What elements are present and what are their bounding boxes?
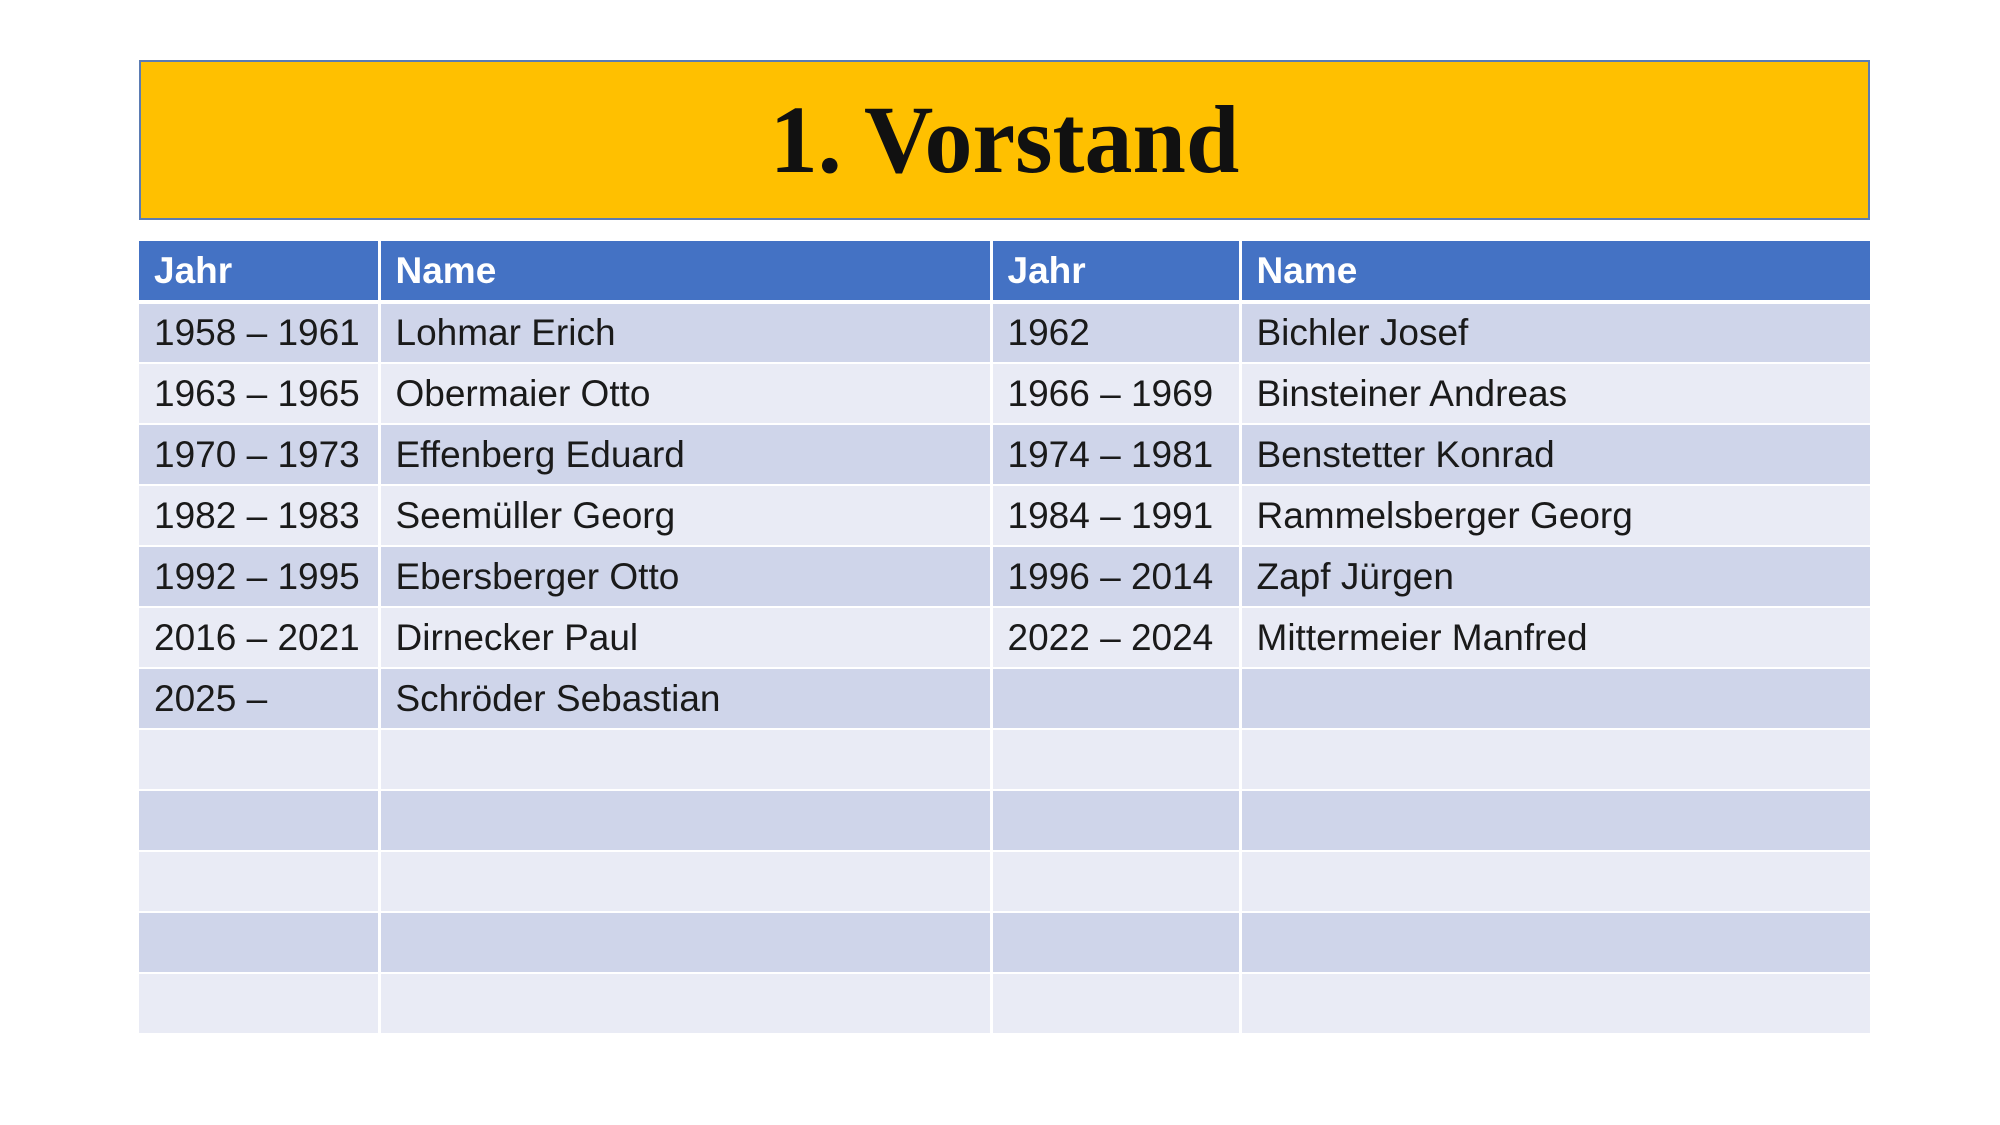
title-banner [139,60,1870,220]
cell-name-right [1240,851,1870,912]
cell-name-right: Benstetter Konrad [1240,424,1870,485]
cell-name-left: Seemüller Georg [379,485,991,546]
cell-jahr-right [991,973,1240,1034]
cell-jahr-right [991,729,1240,790]
cell-jahr-right: 2022 – 2024 [991,607,1240,668]
cell-name-right [1240,912,1870,973]
cell-name-left [379,790,991,851]
cell-jahr-right: 1974 – 1981 [991,424,1240,485]
cell-jahr-right: 1984 – 1991 [991,485,1240,546]
table-row [139,668,1870,729]
cell-jahr-right [991,851,1240,912]
cell-jahr-left [139,851,379,912]
cell-name-right: Binsteiner Andreas [1240,363,1870,424]
header-name-right: Name [1240,241,1870,302]
cell-name-left: Dirnecker Paul [379,607,991,668]
cell-name-left [379,912,991,973]
table-row [139,302,1870,363]
table-row [139,912,1870,973]
cell-name-left: Lohmar Erich [379,302,991,363]
cell-name-right: Rammelsberger Georg [1240,485,1870,546]
cell-jahr-right: 1966 – 1969 [991,363,1240,424]
cell-jahr-right [991,790,1240,851]
cell-jahr-left: 1982 – 1983 [139,485,379,546]
cell-name-left: Obermaier Otto [379,363,991,424]
header-name-left: Name [379,241,991,302]
cell-jahr-left: 1958 – 1961 [139,302,379,363]
cell-jahr-right: 1996 – 2014 [991,546,1240,607]
table-row [139,363,1870,424]
table-row [139,485,1870,546]
table-row [139,790,1870,851]
table-header-row [139,241,1870,302]
cell-jahr-right: 1962 [991,302,1240,363]
cell-name-left: Schröder Sebastian [379,668,991,729]
cell-jahr-right [991,668,1240,729]
cell-name-right: Bichler Josef [1240,302,1870,363]
cell-jahr-left [139,729,379,790]
cell-name-right [1240,729,1870,790]
cell-name-right: Zapf Jürgen [1240,546,1870,607]
cell-name-left [379,851,991,912]
page-title: 1. Vorstand [769,86,1240,193]
board-table [139,241,1870,1035]
cell-jahr-left [139,790,379,851]
cell-name-left: Effenberg Eduard [379,424,991,485]
header-jahr-right: Jahr [991,241,1240,302]
cell-name-right [1240,973,1870,1034]
board-table-container [139,241,1870,1035]
cell-jahr-left: 1963 – 1965 [139,363,379,424]
cell-name-right [1240,668,1870,729]
cell-name-right: Mittermeier Manfred [1240,607,1870,668]
cell-name-right [1240,790,1870,851]
cell-jahr-left [139,973,379,1034]
header-jahr-left: Jahr [139,241,379,302]
cell-jahr-left: 2025 – [139,668,379,729]
table-row [139,607,1870,668]
cell-jahr-right [991,912,1240,973]
cell-jahr-left: 1970 – 1973 [139,424,379,485]
cell-jahr-left: 1992 – 1995 [139,546,379,607]
cell-name-left [379,973,991,1034]
table-row [139,729,1870,790]
table-row [139,973,1870,1034]
cell-name-left: Ebersberger Otto [379,546,991,607]
cell-name-left [379,729,991,790]
table-row [139,851,1870,912]
table-row [139,424,1870,485]
table-row [139,546,1870,607]
cell-jahr-left: 2016 – 2021 [139,607,379,668]
cell-jahr-left [139,912,379,973]
